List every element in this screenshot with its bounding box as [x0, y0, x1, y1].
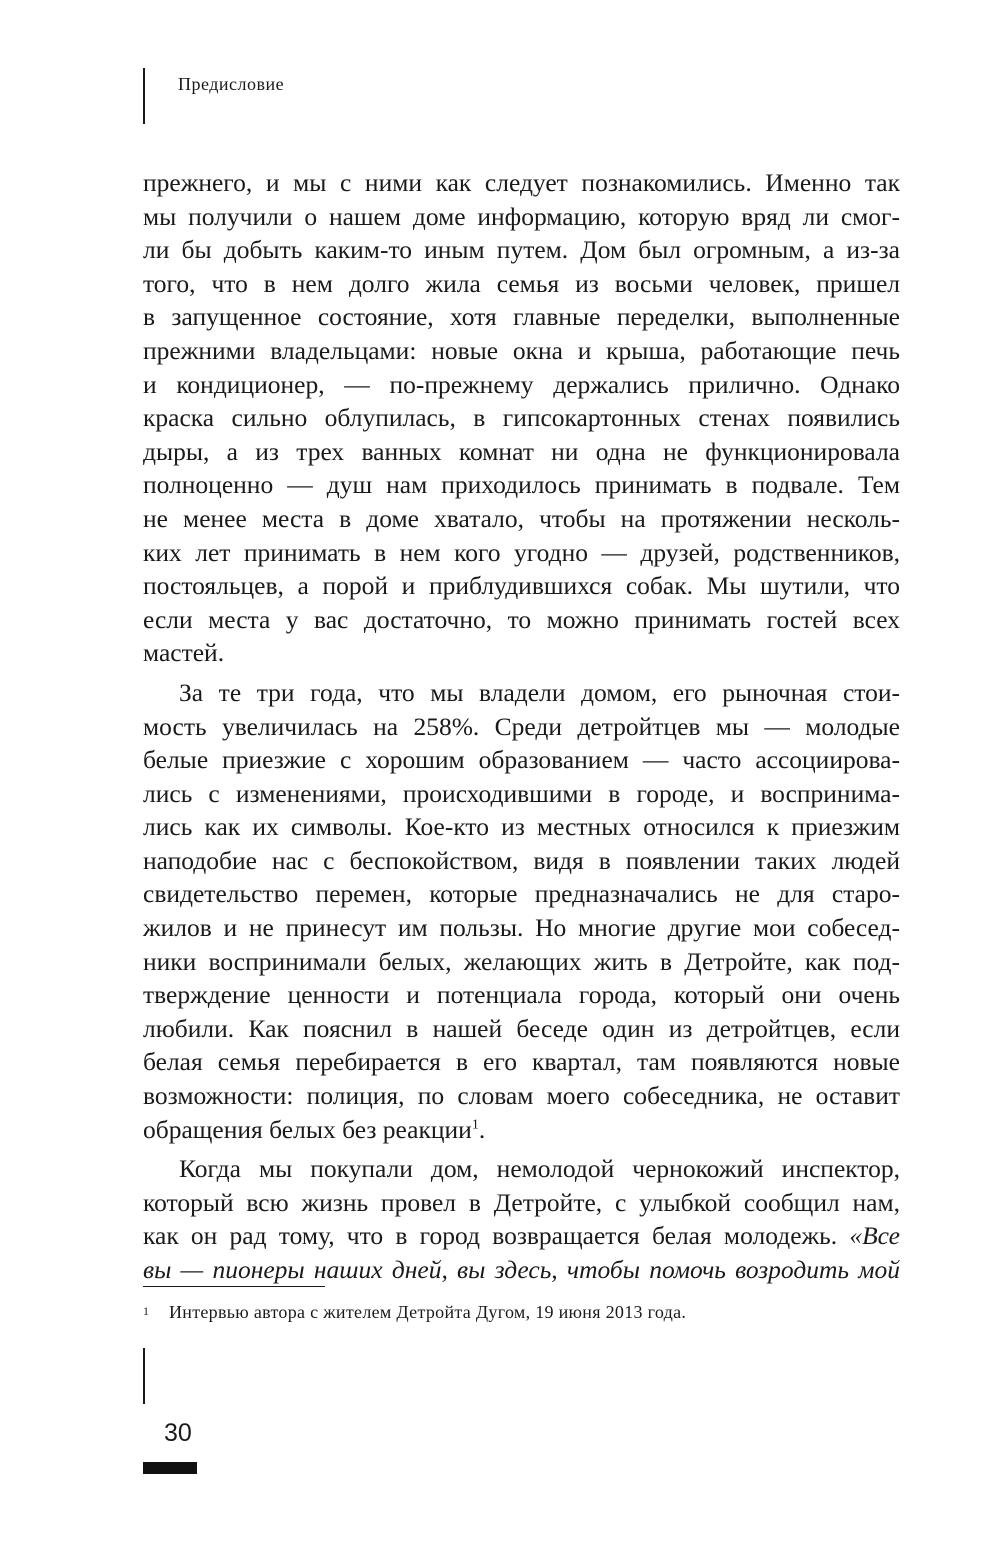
text-line: и кондиционер, — по-прежнему держались прилично. Однако	[143, 369, 900, 399]
text-fragment: как он рад тому, что в город возвращается белая молодежь.	[143, 1221, 850, 1251]
quote-fragment: «Все	[849, 1221, 900, 1251]
paragraph-1	[143, 166, 900, 670]
text-fragment: .	[478, 1114, 486, 1144]
text-line: мы получили о нашем доме информацию, которую вряд ли смог-	[143, 201, 900, 231]
text-line: лись с изменениями, происходившими в городе, и воспринима-	[143, 778, 900, 808]
footer-rule	[143, 1348, 145, 1404]
text-line: свидетельство перемен, которые предназначались не для старо-	[143, 879, 900, 909]
footnote-text: Интервью автора с жителем Детройта Дугом, 19 июня 2013 года.	[169, 1302, 687, 1322]
page-number: 30	[164, 1419, 192, 1447]
text-line: мость увеличилась на 258%. Среди детройтцев мы — молодые	[143, 711, 900, 741]
footnote-reference[interactable]: 1	[471, 1117, 479, 1133]
text-line: наподобие нас с беспокойством, видя в появлении таких людей	[143, 845, 900, 875]
text-line: тверждение ценности и потенциала города, который они очень	[143, 980, 900, 1010]
text-line: дыры, а из трех ванных комнат ни одна не функционировала	[143, 436, 900, 466]
body-text	[143, 166, 900, 1287]
text-line: лись как их символы. Кое-кто из местных относился к приезжим	[143, 812, 900, 842]
text-line: Когда мы покупали дом, немолодой чернокожий инспектор,	[179, 1154, 900, 1184]
text-line: прежними владельцами: новые окна и крыша, работающие печь	[143, 335, 900, 365]
text-line: в запущенное состояние, хотя главные переделки, выполненные	[143, 302, 900, 332]
quote-line: вы — пионеры наших дней, вы здесь, чтобы помочь возродить мой	[143, 1255, 900, 1284]
footer-bar	[143, 1462, 197, 1474]
text-line: За те три года, что мы владели домом, его рыночная стои-	[179, 677, 900, 707]
text-line	[143, 1113, 900, 1147]
paragraph-3	[143, 1152, 900, 1286]
text-line: не менее места в доме хватало, чтобы на протяжении несколь-	[143, 503, 900, 533]
text-fragment: обращения белых без реакции	[143, 1114, 472, 1144]
running-head: Предисловие	[178, 74, 285, 94]
paragraph-2	[143, 676, 900, 1146]
text-line: жилов и не принесут им пользы. Но многие другие мои собесед-	[143, 913, 900, 943]
text-line: ники воспринимали белых, желающих жить в Детройте, как под-	[143, 946, 900, 976]
text-line: краска сильно облупилась, в гипсокартонных стенах появились	[143, 403, 900, 433]
text-line: если места у вас достаточно, то можно принимать гостей всех	[143, 604, 900, 634]
footnote-number: 1	[143, 1304, 150, 1318]
text-line: возможности: полиция, по словам моего собеседника, не оставит	[143, 1081, 900, 1111]
text-line: того, что в нем долго жила семья из восьми человек, пришел	[143, 268, 900, 298]
footnote	[143, 1302, 686, 1323]
text-line: ли бы добыть каким-то иным путем. Дом был огромным, а из-за	[143, 235, 900, 265]
text-line: прежнего, и мы с ними как следует познакомились. Именно так	[143, 168, 900, 197]
text-line: любили. Как пояснил в нашей беседе один из детройтцев, если	[143, 1013, 900, 1043]
text-line: ких лет принимать в нем кого угодно — друзей, родственников,	[143, 537, 900, 567]
text-line: который всю жизнь провел в Детройте, с улыбкой сообщил нам,	[143, 1187, 900, 1217]
text-line: мастей.	[143, 638, 225, 668]
text-line: белая семья перебирается в его квартал, там появляются новые	[143, 1047, 900, 1077]
text-line: белые приезжие с хорошим образованием — часто ассоциирова-	[143, 745, 900, 775]
footnote-separator	[143, 1286, 325, 1287]
text-line	[143, 1219, 900, 1253]
text-line: полноценно — душ нам приходилось принимать в подвале. Тем	[143, 470, 900, 500]
text-line: постояльцев, а порой и приблудившихся собак. Мы шутили, что	[143, 571, 900, 601]
header-rule	[143, 68, 145, 124]
